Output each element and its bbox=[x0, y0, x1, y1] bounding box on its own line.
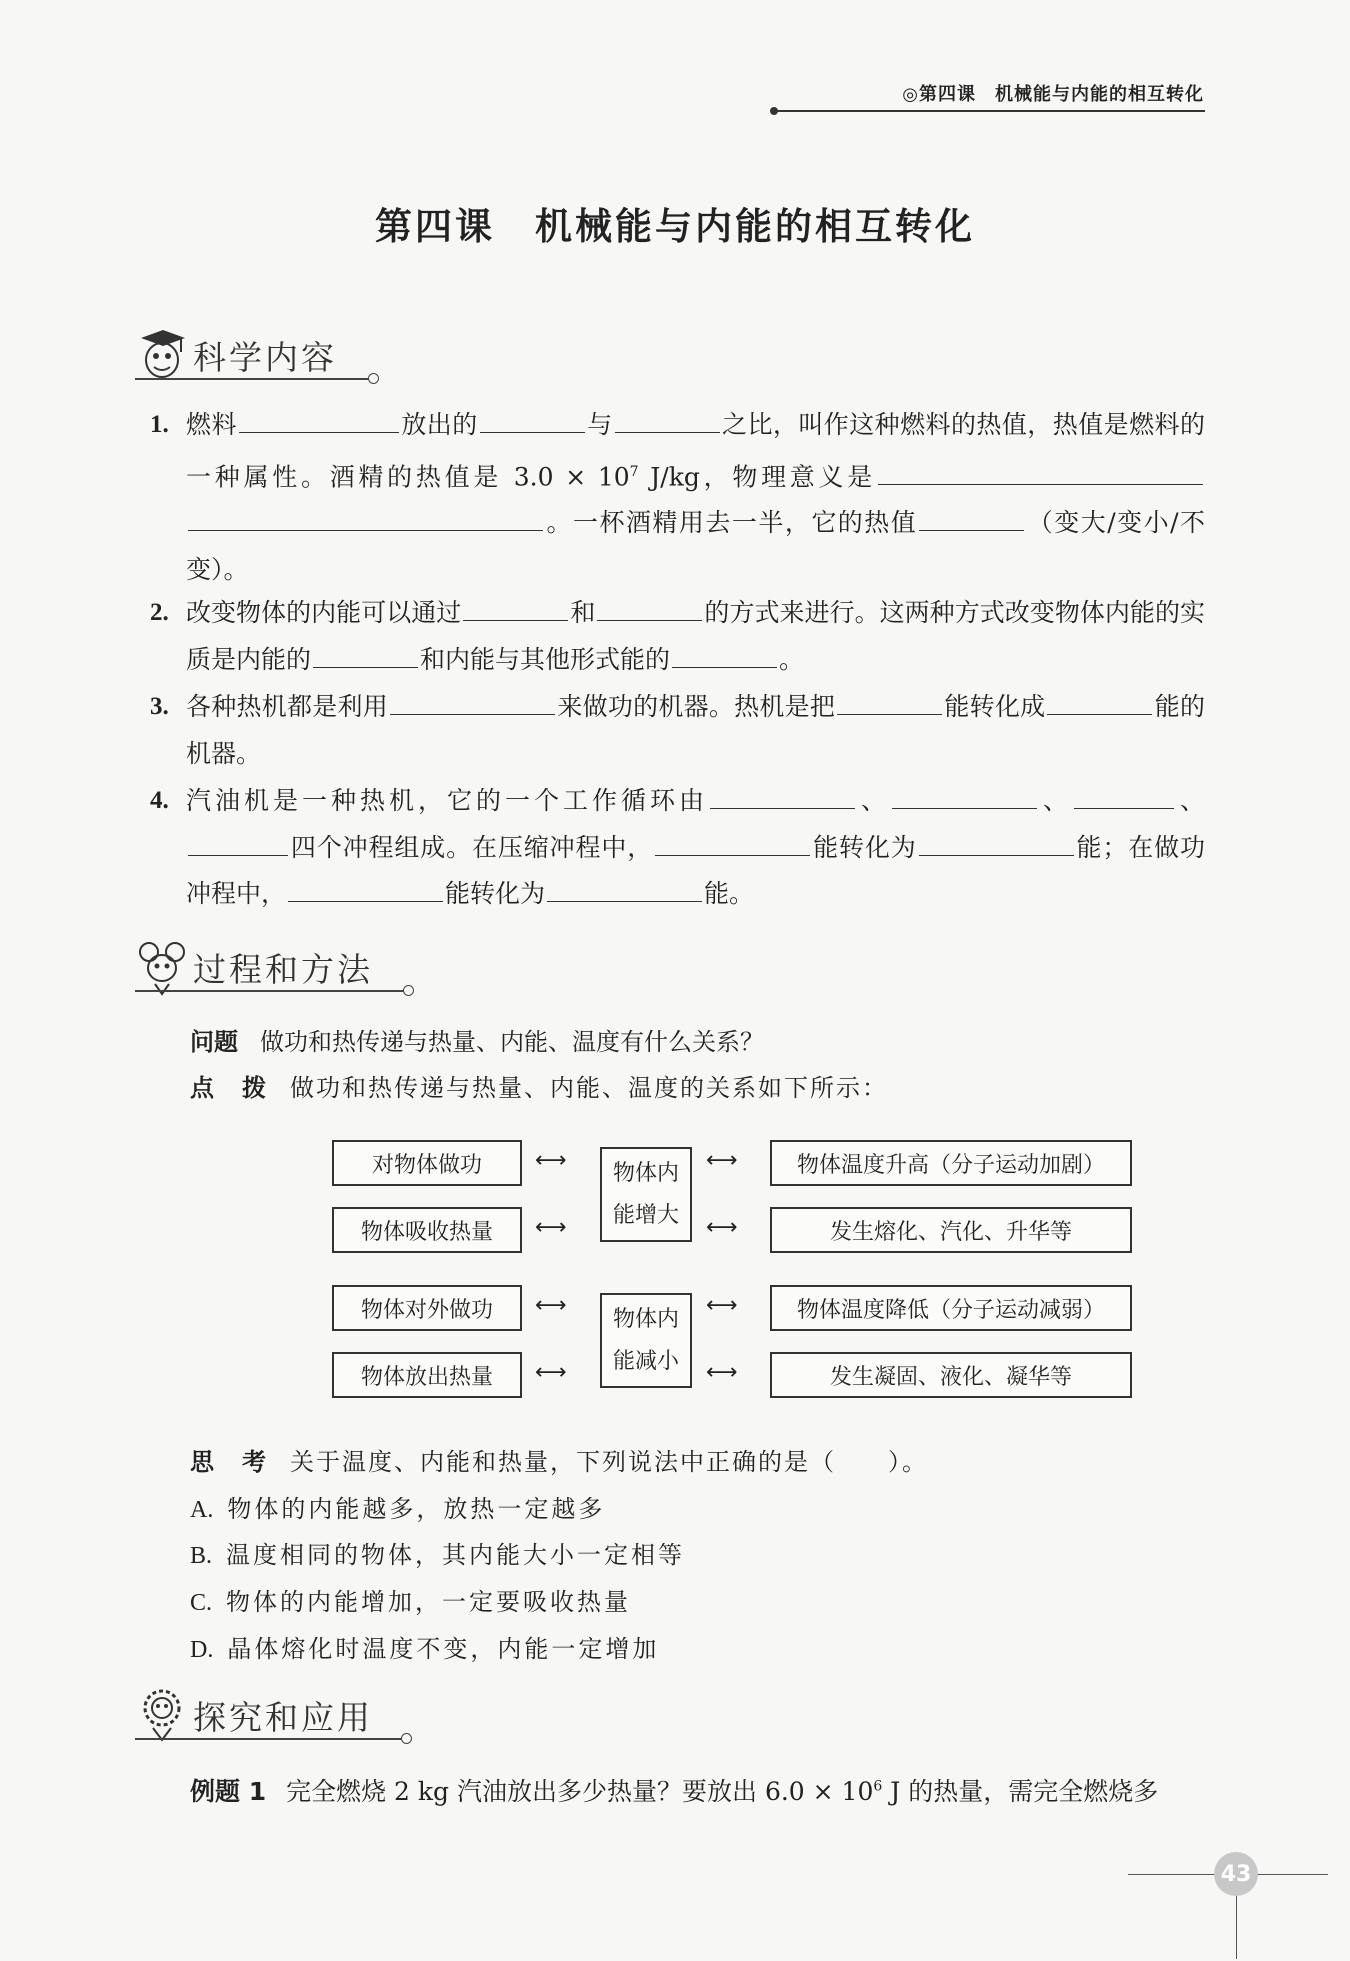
fill-blank[interactable] bbox=[463, 596, 568, 621]
q2-text: 和内能与其他形式能的 bbox=[420, 644, 671, 674]
option-key: A. bbox=[190, 1497, 214, 1523]
q2-text: 改变物体的内能可以通过 bbox=[186, 598, 462, 627]
lion-mascot-icon bbox=[135, 1686, 193, 1744]
fill-blank[interactable] bbox=[547, 877, 702, 902]
fill-blank[interactable] bbox=[313, 643, 418, 668]
section-rule-end bbox=[401, 1733, 412, 1744]
q4-text: 能；在做功冲程中， bbox=[186, 832, 1205, 908]
header-rule bbox=[775, 110, 1205, 112]
example-text: 完全燃烧 2 kg 汽油放出多少热量？要放出 6.0 × 10 bbox=[286, 1777, 874, 1806]
fill-blank[interactable] bbox=[390, 690, 555, 715]
diagram-box-right: 发生凝固、液化、凝华等 bbox=[770, 1352, 1132, 1398]
section-heading-process bbox=[135, 938, 435, 998]
q3-text: 能的机器。 bbox=[186, 692, 1205, 768]
hint-label: 点 拨 bbox=[190, 1074, 268, 1102]
double-arrow-icon: ⟷ bbox=[535, 1293, 567, 1318]
fill-blank[interactable] bbox=[597, 596, 702, 621]
q4-text: 、 bbox=[1175, 786, 1205, 815]
fill-blank[interactable] bbox=[188, 506, 543, 531]
fill-blank[interactable] bbox=[710, 784, 855, 809]
section-rule bbox=[135, 1738, 403, 1740]
example-1 bbox=[190, 1772, 1158, 1808]
option-key: D. bbox=[190, 1637, 214, 1663]
q1-text: 燃料 bbox=[186, 410, 237, 439]
double-arrow-icon: ⟷ bbox=[706, 1360, 738, 1385]
q1-text: （变大/变小/不变）。 bbox=[186, 508, 1205, 584]
option-text: 物体的内能增加，一定要吸收热量 bbox=[226, 1588, 632, 1616]
question-line bbox=[190, 1022, 764, 1057]
diagram-box-left: 物体对外做功 bbox=[332, 1285, 522, 1331]
q4-text: 、 bbox=[1038, 786, 1072, 815]
fill-blank[interactable] bbox=[615, 408, 720, 433]
q2-text: 。 bbox=[779, 644, 805, 674]
think-line bbox=[190, 1442, 928, 1477]
option-d[interactable] bbox=[190, 1629, 659, 1664]
q3-text: 能转化成 bbox=[944, 692, 1046, 721]
question-1 bbox=[150, 402, 1205, 593]
q2-text: 的方式来进行。这两种方式改变物体内能的实质是内能的 bbox=[186, 598, 1205, 674]
option-key: C. bbox=[190, 1590, 213, 1616]
fill-blank[interactable] bbox=[1047, 690, 1152, 715]
mouse-mascot-icon bbox=[135, 938, 193, 996]
q1-text: 与 bbox=[586, 410, 613, 439]
fill-blank[interactable] bbox=[239, 408, 399, 433]
option-key: B. bbox=[190, 1543, 213, 1569]
example-text: J 的热量，需完全燃烧多 bbox=[882, 1777, 1159, 1806]
fill-blank[interactable] bbox=[188, 831, 288, 856]
q4-text: 能。 bbox=[704, 879, 755, 908]
section-heading-explore bbox=[135, 1686, 435, 1746]
double-arrow-icon: ⟷ bbox=[535, 1360, 567, 1385]
exponent: 7 bbox=[629, 463, 639, 480]
fill-blank[interactable] bbox=[1074, 784, 1174, 809]
exponent: 6 bbox=[873, 1778, 883, 1795]
section-label-process: 过程和方法 bbox=[193, 950, 373, 989]
q2-text: 和 bbox=[570, 598, 596, 627]
hint-text: 做功和热传递与热量、内能、温度的关系如下所示： bbox=[290, 1074, 888, 1102]
example-label: 例题 1 bbox=[190, 1777, 267, 1806]
section-rule bbox=[135, 990, 405, 992]
section-label-science: 科学内容 bbox=[193, 338, 337, 377]
diagram-box-center: 物体内能增大 bbox=[600, 1147, 692, 1242]
q4-text: 能转化为 bbox=[445, 879, 546, 908]
option-b[interactable] bbox=[190, 1535, 685, 1570]
double-arrow-icon: ⟷ bbox=[706, 1148, 738, 1173]
question-2 bbox=[150, 590, 1205, 683]
option-c[interactable] bbox=[190, 1582, 631, 1617]
double-arrow-icon: ⟷ bbox=[535, 1148, 567, 1173]
option-text: 温度相同的物体，其内能大小一定相等 bbox=[226, 1541, 686, 1569]
fill-blank[interactable] bbox=[288, 877, 443, 902]
q1-text: 之比，叫作这种燃料的热值，热值是燃料的一种属性。酒精的热值是 3.0 × 10 bbox=[186, 410, 1205, 491]
section-rule-end bbox=[403, 985, 414, 996]
think-label: 思 考 bbox=[190, 1448, 268, 1476]
option-text: 晶体熔化时温度不变，内能一定增加 bbox=[227, 1635, 660, 1663]
fill-blank[interactable] bbox=[892, 784, 1037, 809]
diagram-box-center: 物体内能减小 bbox=[600, 1293, 692, 1388]
diagram-box-right: 发生熔化、汽化、升华等 bbox=[770, 1207, 1132, 1253]
fill-blank[interactable] bbox=[919, 831, 1074, 856]
question-number: 4. bbox=[150, 787, 169, 814]
diagram-box-right: 物体温度降低（分子运动减弱） bbox=[770, 1285, 1132, 1331]
diagram-box-right: 物体温度升高（分子运动加剧） bbox=[770, 1140, 1132, 1186]
q1-text: 。一杯酒精用去一半，它的热值 bbox=[545, 508, 918, 538]
double-arrow-icon: ⟷ bbox=[706, 1293, 738, 1318]
question-label: 问题 bbox=[190, 1028, 238, 1056]
option-text: 物体的内能越多，放热一定越多 bbox=[227, 1495, 606, 1523]
fill-blank[interactable] bbox=[919, 506, 1024, 531]
fill-blank[interactable] bbox=[655, 831, 810, 856]
q4-text: 汽油机是一种热机，它的一个工作循环由 bbox=[186, 786, 708, 815]
page-number: 43 bbox=[1214, 1852, 1258, 1896]
section-label-explore: 探究和应用 bbox=[193, 1698, 373, 1737]
fill-blank[interactable] bbox=[837, 690, 942, 715]
q1-text: J/kg，物理意义是 bbox=[638, 461, 877, 491]
q4-text: 四个冲程组成。在压缩冲程中， bbox=[290, 832, 654, 862]
fill-blank[interactable] bbox=[672, 643, 777, 668]
q1-text: 放出的 bbox=[400, 410, 478, 439]
double-arrow-icon: ⟷ bbox=[535, 1215, 567, 1240]
fill-blank[interactable] bbox=[480, 408, 585, 433]
section-rule-end bbox=[368, 373, 379, 384]
q4-text: 能转化为 bbox=[812, 832, 917, 862]
hint-line bbox=[190, 1068, 888, 1103]
question-text: 做功和热传递与热量、内能、温度有什么关系？ bbox=[260, 1028, 764, 1056]
section-heading-science bbox=[135, 326, 435, 386]
diagram-box-left: 物体吸收热量 bbox=[332, 1207, 522, 1253]
question-number: 3. bbox=[150, 693, 169, 720]
question-number: 2. bbox=[150, 599, 169, 626]
diagram-box-left: 物体放出热量 bbox=[332, 1352, 522, 1398]
double-arrow-icon: ⟷ bbox=[706, 1215, 738, 1240]
option-a[interactable] bbox=[190, 1489, 605, 1524]
scholar-mascot-icon bbox=[135, 326, 193, 384]
q4-text: 、 bbox=[856, 786, 890, 815]
question-number: 1. bbox=[150, 411, 169, 438]
question-3 bbox=[150, 684, 1205, 777]
q3-text: 各种热机都是利用 bbox=[186, 692, 389, 721]
section-rule bbox=[135, 378, 370, 380]
think-text: 关于温度、内能和热量，下列说法中正确的是（ ）。 bbox=[290, 1448, 928, 1476]
diagram-box-left: 对物体做功 bbox=[332, 1140, 522, 1186]
question-4 bbox=[150, 778, 1205, 918]
page-title: 第四课 机械能与内能的相互转化 bbox=[375, 204, 975, 248]
running-header: ◎第四课 机械能与内能的相互转化 bbox=[902, 84, 1204, 105]
q3-text: 来做功的机器。热机是把 bbox=[557, 692, 836, 721]
fill-blank[interactable] bbox=[878, 460, 1203, 485]
